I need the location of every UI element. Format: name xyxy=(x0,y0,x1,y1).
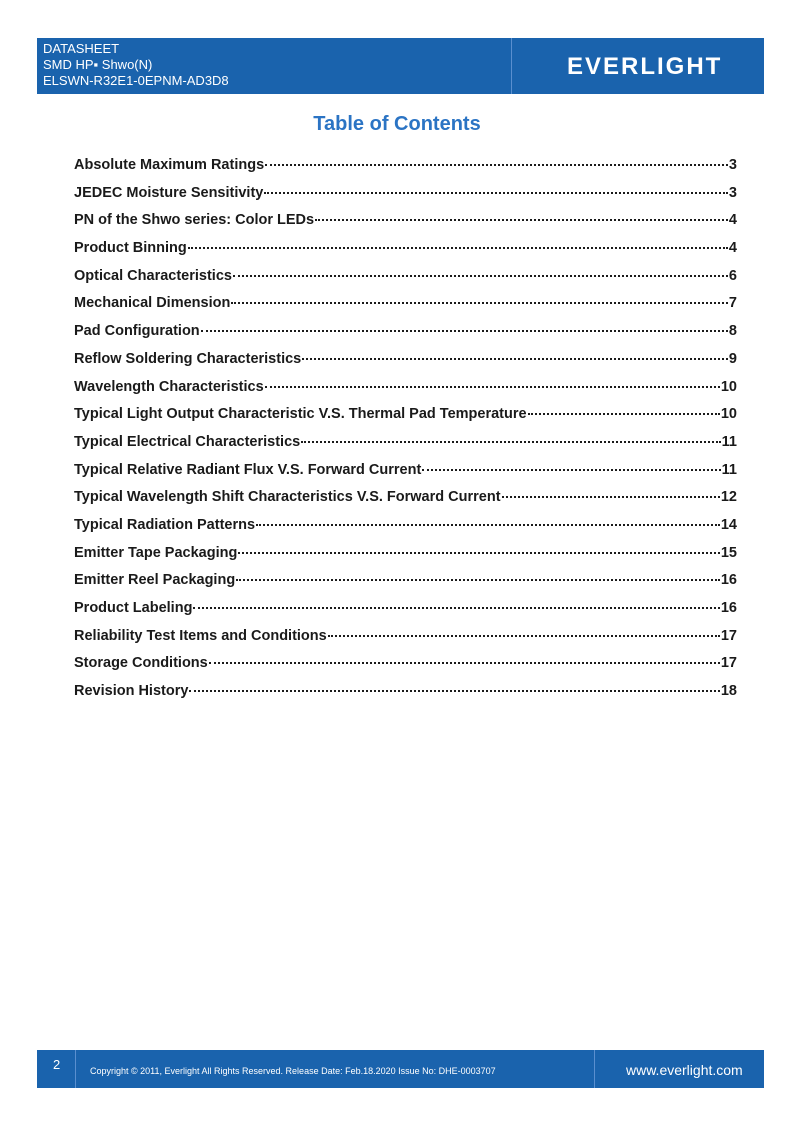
toc-entry-page: 10 xyxy=(720,406,737,423)
toc-leader-dots xyxy=(422,469,720,471)
toc-entry-page: 8 xyxy=(728,323,737,340)
toc-entry-label: Absolute Maximum Ratings xyxy=(74,157,265,173)
toc-entry[interactable] xyxy=(74,434,737,462)
toc-entry-page: 11 xyxy=(721,433,737,450)
toc-entry-page: 12 xyxy=(720,489,737,506)
toc-leader-dots xyxy=(236,579,720,581)
toc-entry-page: 16 xyxy=(720,572,737,589)
toc-entry-label: JEDEC Moisture Sensitivity xyxy=(74,184,264,201)
page-header xyxy=(37,38,764,94)
toc-leader-dots xyxy=(328,635,720,637)
toc-entry[interactable] xyxy=(74,212,737,240)
copyright-text: Copyright © 2011, Everlight All Rights Reserved. Release Date: Feb.18.2020 Issue No: DHE-0003707 xyxy=(90,1066,496,1076)
toc-leader-dots xyxy=(265,386,720,388)
toc-leader-dots xyxy=(528,413,720,415)
toc-leader-dots xyxy=(301,441,720,443)
header-info xyxy=(43,41,229,89)
toc-entry[interactable] xyxy=(74,655,737,683)
toc-entry-label: Emitter Tape Packaging xyxy=(74,544,238,561)
toc-entry-label: Optical Characteristics xyxy=(74,267,232,284)
toc-leader-dots xyxy=(201,330,728,332)
toc-entry-page: 17 xyxy=(720,655,737,672)
toc-entry-page: 7 xyxy=(728,295,737,312)
toc-leader-dots xyxy=(193,607,719,609)
toc-entry[interactable] xyxy=(74,545,737,573)
toc-entry-label: Typical Light Output Characteristic V.S. Thermal Pad Temperature xyxy=(74,406,527,423)
toc-leader-dots xyxy=(231,302,728,304)
toc-entry-page: 10 xyxy=(720,378,737,395)
table-of-contents xyxy=(74,157,737,711)
toc-leader-dots xyxy=(264,192,728,194)
toc-entry-label: Product Binning xyxy=(74,240,187,257)
toc-entry-label: Reflow Soldering Characteristics xyxy=(74,350,302,367)
toc-leader-dots xyxy=(209,662,720,664)
toc-entry-label: Revision History xyxy=(74,683,189,700)
toc-entry[interactable] xyxy=(74,240,737,268)
toc-entry-page: 17 xyxy=(720,627,737,644)
everlight-logo: EVERLIGHT xyxy=(567,53,723,80)
toc-leader-dots xyxy=(302,358,728,360)
toc-entry-label: Pad Configuration xyxy=(74,323,200,340)
toc-entry-page: 3 xyxy=(728,184,737,201)
toc-entry-page: 16 xyxy=(720,600,737,616)
toc-entry[interactable] xyxy=(74,295,737,323)
toc-entry[interactable] xyxy=(74,351,737,379)
toc-entry-label: Storage Conditions xyxy=(74,655,208,672)
footer-divider xyxy=(594,1050,595,1088)
toc-entry-page: 6 xyxy=(728,267,737,284)
toc-entry[interactable] xyxy=(74,683,737,711)
toc-entry[interactable] xyxy=(74,517,737,545)
toc-entry-label: Emitter Reel Packaging xyxy=(74,572,236,589)
toc-entry[interactable] xyxy=(74,268,737,296)
toc-entry[interactable] xyxy=(74,600,737,628)
page-title: Table of Contents xyxy=(313,113,481,135)
toc-leader-dots xyxy=(233,275,728,277)
part-number: ELSWN-R32E1-0EPNM-AD3D8 xyxy=(43,73,229,88)
toc-entry-label: Product Labeling xyxy=(74,600,193,616)
toc-entry-label: Reliability Test Items and Conditions xyxy=(74,627,327,644)
toc-entry-page: 4 xyxy=(728,240,737,257)
toc-leader-dots xyxy=(256,524,720,526)
header-divider xyxy=(511,38,512,94)
toc-entry-label: Typical Wavelength Shift Characteristics V.S. Forward Current xyxy=(74,489,501,506)
toc-entry[interactable] xyxy=(74,489,737,517)
toc-leader-dots xyxy=(238,552,720,554)
toc-entry[interactable] xyxy=(74,185,737,213)
toc-entry[interactable] xyxy=(74,628,737,656)
toc-entry[interactable] xyxy=(74,462,737,490)
toc-leader-dots xyxy=(189,690,719,692)
toc-entry-page: 15 xyxy=(720,544,737,561)
toc-entry[interactable] xyxy=(74,406,737,434)
toc-leader-dots xyxy=(265,164,728,166)
toc-leader-dots xyxy=(315,219,728,221)
toc-entry-page: 18 xyxy=(720,683,737,700)
page-footer xyxy=(37,1050,764,1088)
footer-divider xyxy=(75,1050,76,1088)
toc-entry-label: Wavelength Characteristics xyxy=(74,378,264,395)
toc-entry-page: 14 xyxy=(720,516,737,533)
toc-entry-label: Typical Relative Radiant Flux V.S. Forward Current xyxy=(74,461,422,478)
toc-entry[interactable] xyxy=(74,379,737,407)
product-series: SMD HP▪ Shwo(N) xyxy=(43,57,153,72)
toc-entry[interactable] xyxy=(74,572,737,600)
toc-entry[interactable] xyxy=(74,323,737,351)
toc-entry[interactable] xyxy=(74,157,737,185)
toc-entry-label: Typical Electrical Characteristics xyxy=(74,433,301,450)
page-number: 2 xyxy=(53,1057,61,1072)
doc-type: DATASHEET xyxy=(43,41,120,56)
toc-leader-dots xyxy=(188,247,728,249)
toc-entry-label: Mechanical Dimension xyxy=(74,295,231,312)
toc-entry-page: 9 xyxy=(728,350,737,367)
toc-entry-page: 4 xyxy=(728,212,737,229)
toc-leader-dots xyxy=(502,496,720,498)
website-link[interactable]: www.everlight.com xyxy=(626,1062,743,1078)
toc-entry-label: PN of the Shwo series: Color LEDs xyxy=(74,212,315,229)
toc-entry-label: Typical Radiation Patterns xyxy=(74,516,256,533)
toc-entry-page: 11 xyxy=(721,461,737,478)
toc-entry-page: 3 xyxy=(728,157,737,173)
